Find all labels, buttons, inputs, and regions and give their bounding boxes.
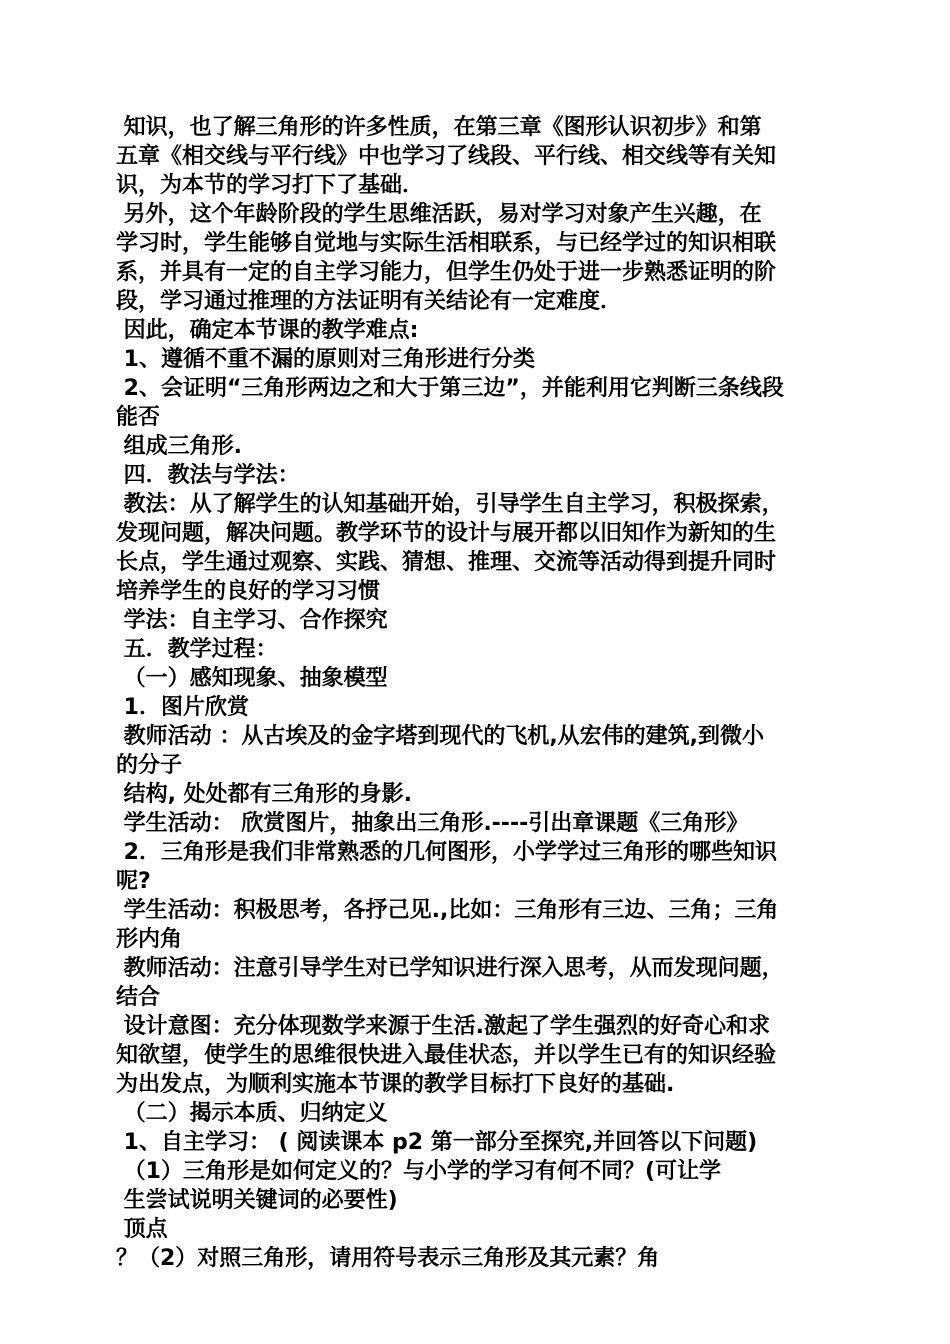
text-line: 结合 (116, 985, 161, 1010)
text-line: 知识，也了解三角形的许多性质，在第三章《图形认识初步》和第 (116, 115, 762, 140)
text-line: 结构, 处处都有三角形的身影. (116, 782, 413, 807)
text-line: 能否 (116, 405, 161, 430)
text-line: 顶点 (116, 1217, 168, 1242)
text-line: 呢? (116, 869, 151, 894)
text-line: 学生活动：积极思考，各抒己见.,比如：三角形有三边、三角；三角 (116, 898, 779, 923)
text-line: 发现问题，解决问题。教学环节的设计与展开都以旧知作为新知的生 (116, 521, 777, 546)
text-line: 段，学习通过推理的方法证明有关结论有一定难度． (116, 289, 623, 314)
text-line: 形内角 (116, 927, 183, 952)
text-line: 学生活动： 欣赏图片，抽象出三角形.----引出章课题《三角形》 (116, 811, 749, 836)
text-line: 另外，这个年龄阶段的学生思维活跃，易对学习对象产生兴趣，在 (116, 202, 762, 227)
document-body (116, 113, 841, 1273)
text-line: 教师活动：注意引导学生对已学知识进行深入思考，从而发现问题， (116, 956, 784, 981)
text-line: （一）感知现象、抽象模型 (116, 666, 388, 691)
text-line: 生尝试说明关键词的必要性) (116, 1188, 398, 1213)
text-line: 五．教学过程： (116, 637, 278, 662)
text-line: 教法：从了解学生的认知基础开始，引导学生自主学习，积极探索， (116, 492, 784, 517)
text-line: 长点，学生通过观察、实践、猜想、推理、交流等活动得到提升同时 (116, 550, 777, 575)
text-line: 学习时，学生能够自觉地与实际生活相联系，与已经学过的知识相联 (116, 231, 777, 256)
text-line: 1、自主学习： ( 阅读课本 p2 第一部分至探究,并回答以下问题) (116, 1130, 758, 1155)
text-line: 学法：自主学习、合作探究 (116, 608, 388, 633)
text-line: 设计意图：充分体现数学来源于生活.激起了学生强烈的好奇心和求 (116, 1014, 771, 1039)
text-line: 为出发点，为顺利实施本节课的教学目标打下良好的基础. (116, 1072, 675, 1097)
text-line: 组成三角形. (116, 434, 243, 459)
text-line: 2、会证明“三角形两边之和大于第三边”，并能利用它判断三条线段 (116, 376, 784, 401)
text-line: 2．三角形是我们非常熟悉的几何图形，小学学过三角形的哪些知识 (116, 840, 777, 865)
text-line: 1、遵循不重不漏的原则对三角形进行分类 (116, 347, 535, 372)
text-line: 五章《相交线与平行线》中也学习了线段、平行线、相交线等有关知 (116, 144, 777, 169)
text-line: （二）揭示本质、归纳定义 (116, 1101, 388, 1126)
text-line: 识，为本节的学习打下了基础． (116, 173, 425, 198)
text-line: 系，并具有一定的自主学习能力，但学生仍处于进一步熟悉证明的阶 (116, 260, 777, 285)
text-line: 的分子 (116, 753, 183, 778)
text-line: 培养学生的良好的学习习惯 (116, 579, 381, 604)
text-line: 1．图片欣赏 (116, 695, 249, 720)
text-line: 教师活动 ：从古埃及的金字塔到现代的飞机,从宏伟的建筑,到微小 (116, 724, 765, 749)
text-line: 四．教法与学法： (116, 463, 300, 488)
text-line: 知欲望，使学生的思维很快进入最佳状态，并以学生已有的知识经验 (116, 1043, 777, 1068)
text-line: 因此，确定本节课的教学难点: (116, 318, 419, 343)
text-line: （1）三角形是如何定义的？与小学的学习有何不同？(可让学 (116, 1159, 722, 1184)
text-line: ？（2）对照三角形，请用符号表示三角形及其元素？角 (116, 1246, 660, 1271)
